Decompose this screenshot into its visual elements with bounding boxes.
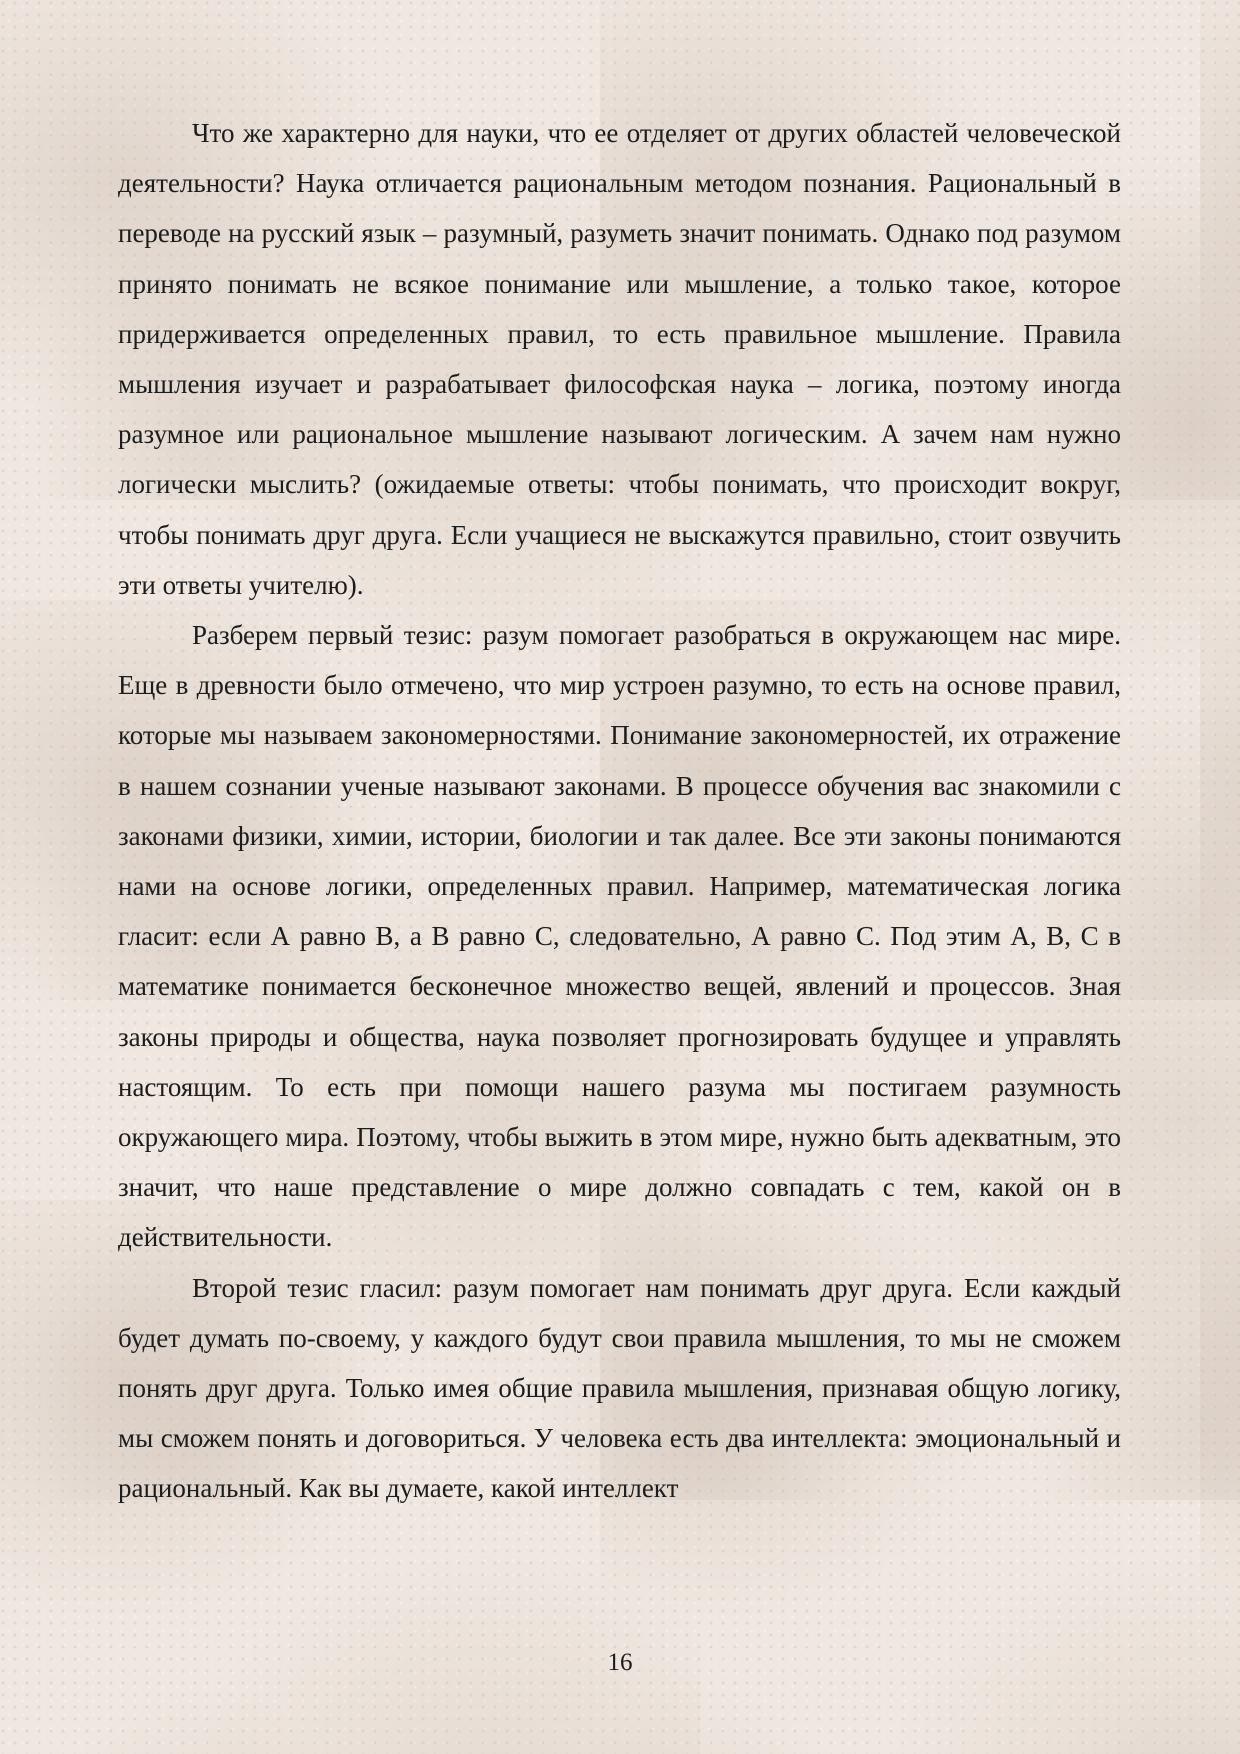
page-number: 16	[607, 1649, 633, 1676]
paragraph-2: Разберем первый тезис: разум помогает разобраться в окружающем нас мире. Еще в древности было отмечено, что мир устроен разумно, то есть на основе правил, которые мы называем закономерностями. Понимание закономерностей, их отражение в нашем сознании ученые называют законами. В процессе обучения вас знакомили с законами физики, химии, истории, биологии и так далее. Все эти законы понимаются нами на основе логики, определенных правил. Например, математическая логика гласит: если А равно В, а В равно С, следовательно, А равно С. Под этим А, В, С в математике понимается бесконечное множество вещей, явлений и процессов. Зная законы природы и общества, наука позволяет прогнозировать будущее и управлять настоящим. То есть при помощи нашего разума мы постигаем разумность окружающего мира. Поэтому, чтобы выжить в этом мире, нужно быть адекватным, это значит, что наше представление о мире должно совпадать с тем, какой он в действительности.	[118, 620, 1121, 1253]
paragraph-1: Что же характерно для науки, что ее отделяет от других областей человеческой деятельности? Наука отличается рациональным методом познания. Рациональный в переводе на русский язык – разумный, разуметь значит понимать. Однако под разумом принято понимать не всякое понимание или мышление, а только такое, которое придерживается определенных правил, то есть правильное мышление. Правила мышления изучает и разрабатывает философская наука – логика, поэтому иногда разумное или рациональное мышление называют логическим. А зачем нам нужно логически мыслить? (ожидаемые ответы: чтобы понимать, что происходит вокруг, чтобы понимать друг друга. Если учащиеся не выскажутся правильно, стоит озвучить эти ответы учителю).	[118, 118, 1121, 600]
paragraph-3: Второй тезис гласил: разум помогает нам понимать друг друга. Если каждый будет думать по-своему, у каждого будут свои правила мышления, то мы не сможем понять друг друга. Только имея общие правила мышления, признавая общую логику, мы сможем понять и договориться. У человека есть два интеллекта: эмоциональный и рациональный. Как вы думаете, какой интеллект	[118, 1272, 1121, 1504]
page-body	[118, 108, 1121, 1514]
